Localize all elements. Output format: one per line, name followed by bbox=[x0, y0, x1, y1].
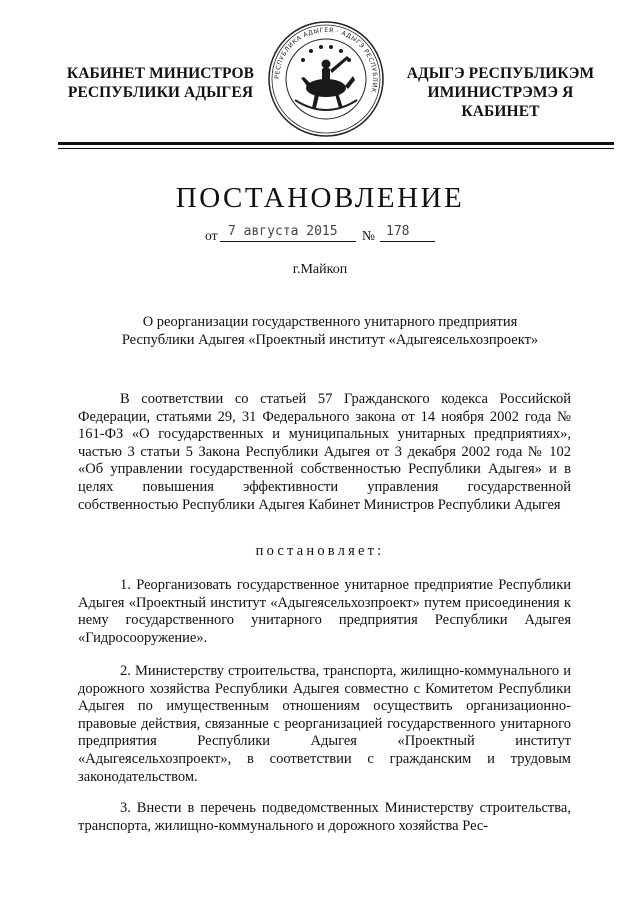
city-line: г.Майкоп bbox=[292, 262, 348, 277]
decree-word: постановляет: bbox=[255, 543, 385, 559]
date-prefix: от bbox=[205, 228, 218, 243]
issuer-name-adyghe bbox=[388, 64, 613, 121]
subject-heading bbox=[70, 314, 590, 349]
header-divider-thick bbox=[58, 142, 614, 145]
number-field: 178 bbox=[380, 224, 435, 242]
subject-line-2: Республики Адыгея «Проектный институт «Адыгеясельхозпроект» bbox=[121, 331, 539, 348]
number-label: № bbox=[362, 228, 375, 243]
clause-2: 2. Министерству строительства, транспорта, жилищно-коммунального и дорожного хозяйства Республики Адыгея совместно с Комитетом Республики Адыгея по имущественным отношениям осуществить организационно-правовые действия, связанные с реорганизацией государственного унитарного предприятия Республики Адыгея «Проектный институт «Адыгеясельхозпроект», в соответствии с гражданским и трудовым законодательством. bbox=[78, 663, 571, 785]
issuer-line-2: РЕСПУБЛИКИ АДЫГЕЯ bbox=[67, 84, 254, 101]
subject-line-1: О реорганизации государственного унитарного предприятия bbox=[142, 314, 518, 330]
issuer-name-russian bbox=[58, 64, 263, 102]
document-title: ПОСТАНОВЛЕНИЕ bbox=[175, 182, 465, 214]
republic-emblem-seal bbox=[267, 20, 385, 138]
clause-3: 3. Внести в перечень подведомственных Министерству строительства, транспорта, жилищно-коммунального и дорожного хозяйства Рес- bbox=[78, 800, 571, 834]
issuer-line-1: КАБИНЕТ МИНИСТРОВ bbox=[66, 65, 255, 82]
issuer-line-2: ИМИНИСТРЭМЭ Я КАБИНЕТ bbox=[427, 84, 574, 120]
date-field: 7 августа 2015 bbox=[220, 224, 356, 242]
emblem-ring-text: РЕСПУБЛИКА АДЫГЕЯ · АДЫГЭ РЕСПУБЛИК bbox=[273, 26, 379, 94]
issuer-line-1: АДЫГЭ РЕСПУБЛИКЭМ bbox=[406, 65, 595, 82]
header-divider-thin bbox=[58, 148, 614, 149]
preamble-paragraph: В соответствии со статьей 57 Гражданского кодекса Российской Федерации, статьями 29, 31 Федерального закона от 14 ноября 2002 года № 161-ФЗ «О государственных и муниципальных унитарных предприятиях», частью 3 статьи 5 Закона Республики Адыгея от 3 декабря 2002 года № 102 «Об управлении государственной собственностью Республики Адыгея» и в целях повышения эффективности управления государственной собственностью Республики Адыгея Кабинет Министров Республики Адыгея bbox=[78, 391, 571, 513]
clause-1: 1. Реорганизовать государственное унитарное предприятие Республики Адыгея «Проектный институт «Адыгеясельхозпроект» путем присоединения к нему государственного унитарного предприятия Республики Адыгея «Гидросооружение». bbox=[78, 577, 571, 646]
